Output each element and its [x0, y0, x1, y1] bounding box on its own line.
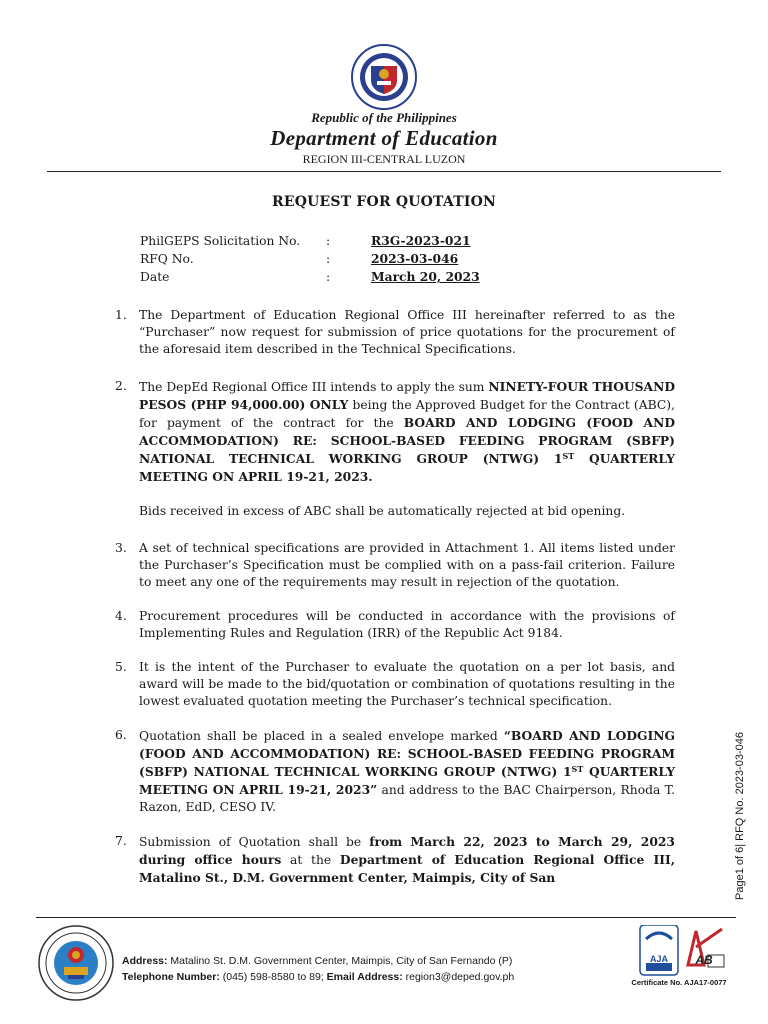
- item-number: 7.: [115, 834, 127, 848]
- list-item-5: [115, 659, 675, 710]
- list-item-3: [115, 540, 675, 591]
- meta-value: 2023-03-046: [371, 251, 459, 266]
- rfq-items: [115, 307, 675, 887]
- footer-contact-line: Telephone Number: (045) 598-8580 to 89; Email Address: region3@deped.gov.ph: [122, 971, 515, 983]
- footer-contact: [122, 953, 514, 985]
- list-item-7: [115, 833, 675, 887]
- item-number: 1.: [115, 308, 127, 322]
- meta-label: PhilGEPS Solicitation No.: [140, 234, 301, 248]
- item-subparagraph: Bids received in excess of ABC shall be automatically rejected at bid opening.: [139, 504, 626, 518]
- item-text: The Department of Education Regional Office III hereinafter referred to as the “Purchaser” now request for submission of price quotations for the procurement of the aforesaid item described in the Technical Specifications.: [139, 308, 675, 356]
- item-number: 4.: [115, 609, 127, 623]
- meta-value: R3G-2023-021: [371, 233, 471, 248]
- footer-divider: [36, 917, 736, 918]
- meta-colon: :: [326, 270, 331, 284]
- cert-brand-aja: AJA: [649, 954, 669, 964]
- meta-label: Date: [140, 270, 170, 284]
- item-number: 6.: [115, 728, 127, 742]
- meta-colon: :: [326, 252, 331, 266]
- department-heading: Department of Education: [270, 126, 498, 150]
- item-text: The DepEd Regional Office III intends to apply the sum NINETY-FOUR THOUSAND PESOS (PHP 94,000.00) ONLY being the Approved Budget for the Contract (ABC), for payment of the contract for the BOARD AND LODGING (FOOD AND ACCOMMODATION) RE: SCHOOL-BASED FEEDING PROGRAM (SBFP) NATIONAL TECHNICAL WORKING GROUP (NTWG) 1ST QUARTERLY MEETING ON APRIL 19-21, 2023.: [139, 379, 676, 484]
- item-text: A set of technical specifications are provided in Attachment 1. All items listed under the Purchaser’s Specification must be complied with on a pass-fail criterion. Failure to meet any one of the requirements may result in rejection of the quotation.: [139, 541, 675, 589]
- item-text: Procurement procedures will be conducted in accordance with the provisions of Implementing Rules and Regulation (IRR) of the Republic Act 9184.: [139, 609, 675, 640]
- list-item-1: [115, 307, 675, 358]
- meta-colon: :: [326, 234, 331, 248]
- deped-region-seal-bottom: [38, 925, 114, 1001]
- item-number: 5.: [115, 660, 127, 674]
- meta-row-solicitation: [140, 232, 480, 250]
- certification-brand-text: [646, 950, 726, 970]
- certificate-number: Certificate No. AJA17-0077: [631, 978, 727, 987]
- deped-seal-top: [343, 44, 425, 110]
- item-text: Quotation shall be placed in a sealed envelope marked “BOARD AND LODGING (FOOD AND ACCOMMODATION) RE: SCHOOL-BASED FEEDING PROGRAM (SBFP) NATIONAL TECHNICAL WORKING GROUP (NTWG) 1ST QUARTERLY MEETING ON APRIL 19-21, 2023” and address to the BAC Chairperson, Rhoda T. Razon, EdD, CESO IV.: [139, 728, 675, 814]
- region-heading: REGION III-CENTRAL LUZON: [302, 152, 466, 166]
- cert-brand-ab: AB: [695, 953, 713, 967]
- list-item-2: [115, 378, 675, 520]
- meta-value: March 20, 2023: [371, 269, 480, 284]
- meta-row-date: [140, 268, 480, 286]
- item-number: 2.: [115, 379, 127, 393]
- document-title: REQUEST FOR QUOTATION: [272, 194, 496, 210]
- footer-address-line: Address: Matalino St. D.M. Government Center, Maimpis, City of San Fernando (P): [122, 955, 513, 967]
- item-text: Submission of Quotation shall be from March 22, 2023 to March 29, 2023 during office hours at the Department of Education Regional Office III, Matalino St., D.M. Government Center, Maimpis, City of San: [139, 834, 675, 885]
- list-item-6: [115, 727, 675, 816]
- item-text: It is the intent of the Purchaser to evaluate the quotation on a per lot basis, and award will be made to the bid/quotation or combination of quotations resulting in the lowest evaluated quotation meeting the Purchaser’s technical specification.: [139, 660, 675, 708]
- meta-label: RFQ No.: [140, 252, 194, 266]
- list-item-4: [115, 608, 675, 642]
- meta-row-rfq-no: [140, 250, 480, 268]
- page-number-side: Page1 of 6| RFQ No. 2023-03-046: [734, 732, 746, 900]
- rfq-meta: [140, 232, 480, 286]
- item-number: 3.: [115, 541, 127, 555]
- republic-heading: Republic of the Philippines: [311, 110, 457, 125]
- header-divider: [47, 171, 721, 172]
